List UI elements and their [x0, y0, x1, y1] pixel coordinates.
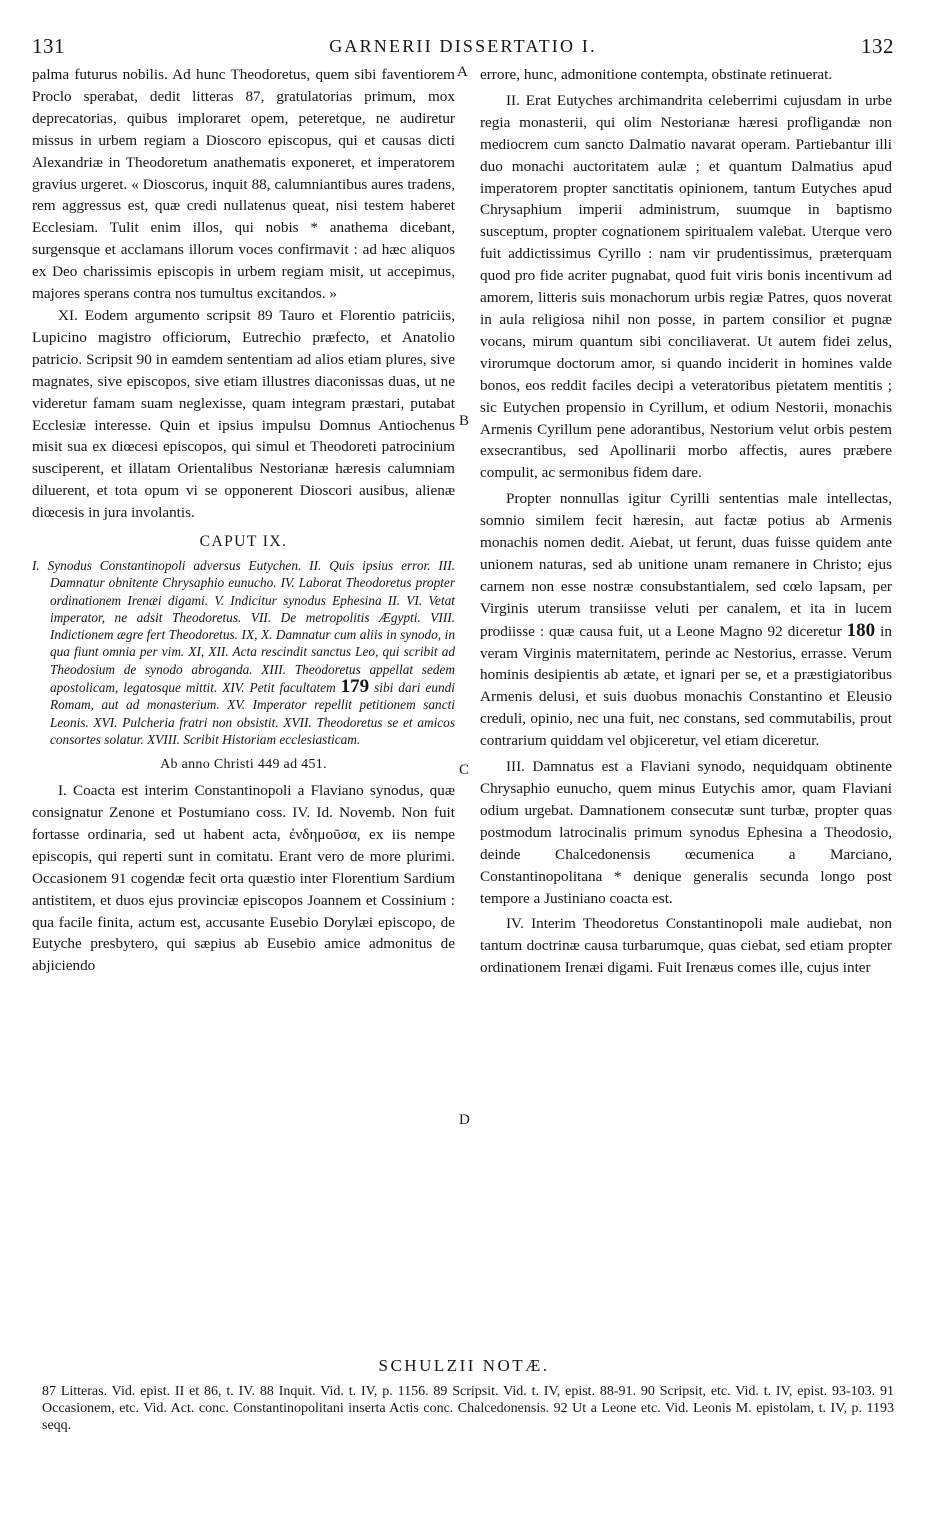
summary-text: sibi dari eundi Romam, aut ad monasterium. XV. Imperator repellit petitionem sancti Leonis. XVI. Pulcheria fratri non obsistit. XVII. Theodoretus se et amicos consortes solatur. XVIII. Scribit Historiam ecclesiasticam. — [50, 680, 455, 747]
paragraph-text: Propter nonnullas igitur Cyrilli sententias male intellectas, somnio similem fecit hæresin, aut factæ potius ab Armenis monachis nomen dedit. Aiebat, ut ferunt, duas fuisse quidem ante unionem naturas, sed ab unitione unam remanere in Christo; ejus carnem non esse nostræ consubstantialem, sed cœlo lapsam, per Virginis uterum transiisse veluti per canalem, et ita in lucem prodiisse : quæ causa fuit, ut a Leone Magno 92 diceretur — [480, 490, 892, 640]
column-number-stamp: 180 — [846, 619, 876, 641]
paragraph — [480, 488, 892, 752]
margin-letter-c: C — [459, 762, 470, 778]
paragraph: palma futurus nobilis. Ad hunc Theodoretus, quem sibi faventiorem Proclo sperabat, dedit litteras 87, gratulatorias primum, mox deprecatorias, quibus imploraret opem, peteretque, ne audiretur missus in urbem regiam a Dioscoro episcopus, qui et causas dicti Alexandriæ in Theodoretum anathematis exponeret, et imperatorem gravius urgeret. « Dioscorus, inquit 88, calumniantibus aures tradens, rem aggressus est, quæ credi nullatenus queat, nisi testem haberet Ecclesiam. Tulit enim illos, qui nobis * anathema dicebant, surgensque et acclamans illorum voces confirmavit : ad hæc aliquos ex Deo charissimis episcopis in urbem regiam misit, ut accepimus, majores sperans contra nos tumultus excitandos. » — [32, 66, 455, 303]
paragraph: III. Damnatus est a Flaviani synodo, nequidquam obtinente Chrysaphio eunucho, quem minus Eutychis amor, quam Flaviani odium urgebat. Damnationem consecutæ sunt turbæ, propter quas postmodum latrocinalis primum synodus Ephesina a Theodosio, deinde Chalcedonensis œcumenica a Marciano, Constantinopolitana * denique generalis secunda longo post tempore a Justiniano coacta est. — [480, 758, 892, 907]
paragraph: XI. Eodem argumento scripsit 89 Tauro et Florentio patriciis, Lupicino magistro officiorum, Eutrechio præfecto, et Anatolio patricio. Scripsit 90 in eamdem sententiam ad alios etiam plures, sive magnates, sive episcopos, sive etiam illustres diaconissas duas, ut ne videretur famam suam neglexisse, quam integram præstari, putabat Ecclesiæ interesse. Quin et ipsius impulsu Domnus Antiochenus misit sua ex diœcesi episcopos, qui simul et Theodoreti patrocinium susciperent, et illatam Orientalibus Nestorianæ hæresis calumniam diluerent, et tota opum vi se opponerent Dioscori ausibus, alienæ diœcesis in jura involantis. — [32, 306, 455, 522]
date-range: Ab anno Christi 449 ad 451. — [160, 757, 327, 773]
column-number-stamp: 179 — [340, 676, 370, 698]
margin-letter-b: B — [459, 413, 470, 429]
left-column — [32, 64, 455, 977]
paragraph: IV. Interim Theodoretus Constantinopoli male audiebat, non tantum doctrinæ causa turbarumque, quas ciebat, sed etiam propter ordinationem Irenæi digami. Fuit Irenæus comes ille, cujus inter — [480, 915, 892, 977]
chapter-heading: CAPUT IX. — [199, 533, 288, 551]
summary-text: I. Synodus Constantinopoli adversus Eutychen. II. Quis ipsius error. III. Damnatur obnitente Chrysaphio eunucho. IV. Laborat Theodoretus propter ordinationem Irenæi digami. V. Indicitur synodus Ephesina II. VI. Vetat imperator, ne adsit Theodoretus. VII. De metropolitis Ægypti. VIII. Indictionem ægre fert Theodoretus. IX, X. Damnatur cum aliis in synodo, in qua fiunt omnia per vim. XI, XII. Acta rescindit sanctus Leo, qui scribit ad Theodosium de synodo abroganda. XIII. Theodoretus appellat sedem apostolicam, legatosque mittit. XIV. Petit facultatem — [32, 557, 455, 696]
paragraph-text: in veram Virginis maternitatem, perinde ac Nestorius, errasse. Verum hominis desipientis ab ætate, et ignari per se, et a præstigiatoribus Armenis delusi, et suis duobus monachis Constantino et Eleusio creduli, opinio, nec una fuit, nec constans, sed commutabilis, prout contrarium quiddam vel objiceretur, vel etiam diceretur. — [480, 622, 892, 750]
left-page-number: 131 — [32, 34, 65, 58]
paragraph: II. Erat Eutyches archimandrita celeberrimi cujusdam in urbe regia monasterii, qui olim Nestorianæ hæresi profligandæ non mediocrem cum sancto Dalmatio navarat operam. Partiebantur illi duo monachi auctoritatem aulæ ; et quantum Dalmatius apud imperatorem propter sanctitatis opinionem, tantum Eutyches apud Chrysaphium imperii administrum, suumque in baptismo susceptum, propter cognationem spiritualem valebat. Uterque vero fuit addictissimus Cyrillo : nam vir prudentissimus, præterquam quod pro fide acriter pugnabat, quod fuit viris bonis incentivum ad amorem, litteris suis monachorum urbis regiæ Patres, quos noverat in aula religiosa nihil non posse, in partem consilior et pugnæ vocans, mirum quantum sibi conciliaverat. Ut autem fidei zelus, virorumque doctorum amor, si quando inciderit in homines valde bonos, eos reddit faciles decipi a veteratoribus pietatem mentitis ; sic Eutychen propensio in Cyrillum, et odium Nestorii, monachis Armenis Cyrillum pene adorantibus, Nestorium velut orbis pestem exsecrantibus, sed Apollinarii morbo affectis, aures præbere compulit, ac sermonibus fidem dare. — [480, 91, 892, 482]
margin-letter-d: D — [459, 1112, 470, 1128]
paragraph: I. Coacta est interim Constantinopoli a Flaviano synodus, quæ consignatur Zenone et Postumiano coss. IV. Id. Novemb. Non fuit fortasse ordinaria, sed ut habent acta, ἐνδημοῦσα, ex iis nempe episcopis, qui reperti sunt in comitatu. Erant vero de more plurimi. Occasionem 91 cogendæ fecit orta quæstio inter Florentium Sardium antistitem, et duos ejus provinciæ episcopos Joannem et Cossinium : qua facile finita, actum est, accusante Eusebio Dorylæi episcopo, de Eutyche presbytero, qui sæpius ab Eusebio amice admonitus de abjiciendo — [32, 782, 455, 975]
margin-letter-a: A — [457, 64, 468, 80]
footnotes: 87 Litteras. Vid. epist. II et 86, t. IV. 88 Inquit. Vid. t. IV, p. 1156. 89 Scripsit. Vid. t. IV, epist. 88-91. 90 Scripsit, etc. Vid. t. IV, epist. 93-103. 91 Occasionem, etc. Vid. Act. conc. Constantinopolitani inserta Actis conc. Chalcedonensis. 92 Ut a Leone etc. Vid. Leonis M. epistolam, t. IV, p. 1193 seqq. — [42, 1384, 894, 1433]
notes-heading: SCHULZII NOTÆ. — [378, 1356, 550, 1375]
running-title: GARNERII DISSERTATIO I. — [329, 36, 597, 56]
running-header — [32, 34, 894, 64]
right-column — [480, 64, 892, 979]
right-page-number: 132 — [861, 34, 894, 58]
paragraph: errore, hunc, admonitione contempta, obstinate retinuerat. — [480, 66, 833, 83]
chapter-summary — [32, 557, 455, 748]
